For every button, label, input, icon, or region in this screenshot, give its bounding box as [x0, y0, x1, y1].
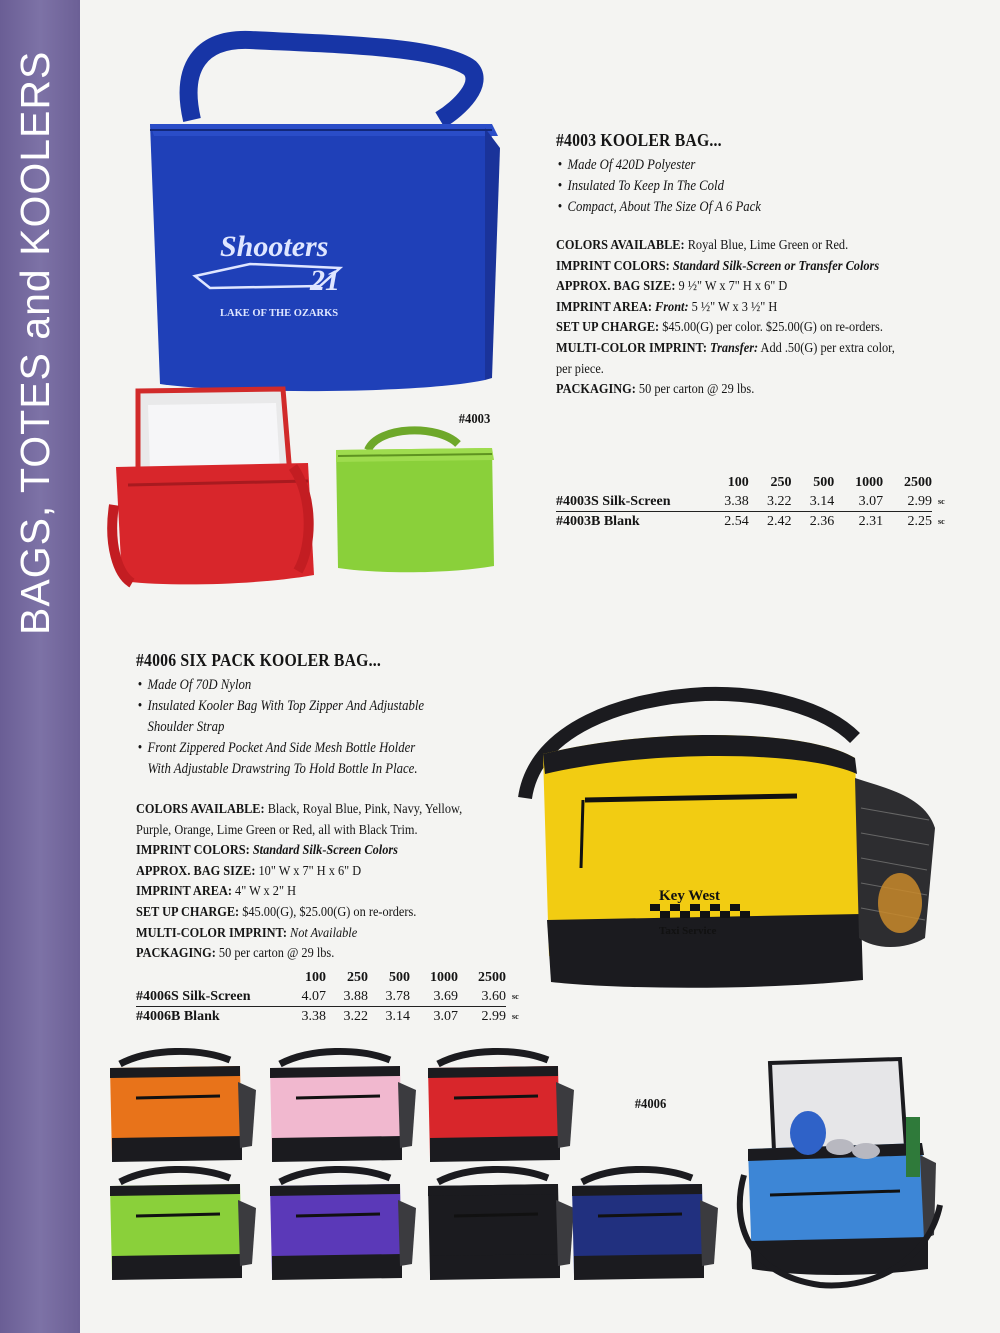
price-header-row — [556, 473, 946, 492]
table-row — [556, 512, 946, 532]
price-code: sc — [512, 1011, 519, 1021]
bag-logo-line2: 21 — [310, 264, 340, 297]
sidebar-band — [0, 0, 80, 1333]
spec-colors: COLORS AVAILABLE: Royal Blue, Lime Green or Red. — [556, 238, 849, 253]
spec-bag-size: APPROX. BAG SIZE: 9 ½" W x 7" H x 6" D — [556, 279, 788, 295]
price-cell: 2.25 — [907, 513, 932, 529]
qty-header: 2500 — [478, 969, 506, 985]
price-cell: 2.54 — [724, 513, 749, 529]
spec-colors-cont: Purple, Orange, Lime Green or Red, all with Black Trim. — [136, 822, 418, 838]
feature-item: • Made Of 70D Nylon — [136, 675, 431, 696]
bag-logo-line2: Taxi Service — [659, 925, 717, 937]
spec-imprint-colors: IMPRINT COLORS: Standard Silk-Screen Colors — [136, 843, 398, 859]
product-title-4003: #4003 KOOLER BAG... — [556, 130, 722, 150]
spec-list-4003 — [556, 236, 976, 401]
kooler-bag-4003-red-image — [108, 385, 323, 595]
kooler-bag-4003-royal-blue-image — [140, 28, 505, 403]
feature-item: • Insulated To Keep In The Cold — [556, 176, 926, 197]
price-row-name: #4003S Silk-Screen — [556, 492, 706, 512]
price-cell: 3.60 — [458, 987, 506, 1007]
feature-item: • Insulated Kooler Bag With Top Zipper And Adjustable Shoulder Strap — [136, 696, 431, 738]
feature-list-4003 — [556, 155, 976, 218]
product-4006-details — [136, 650, 516, 965]
table-row — [556, 492, 946, 512]
table-row — [136, 1007, 520, 1027]
spec-packaging: PACKAGING: 50 per carton @ 29 lbs. — [136, 946, 335, 962]
price-cell: 3.14 — [385, 1008, 410, 1024]
item-code-4003: #4003 — [458, 412, 491, 427]
price-cell: 4.07 — [284, 987, 326, 1007]
bag-variant-lime — [110, 1169, 256, 1280]
price-row-name: #4006S Silk-Screen — [136, 987, 284, 1007]
spec-setup-charge: SET UP CHARGE: $45.00(G) per color. $25.00(G) on re-orders. — [556, 320, 883, 336]
bag-variant-orange — [110, 1051, 256, 1162]
product-4003-details — [556, 130, 976, 401]
bag-logo-line1: Shooters — [220, 230, 329, 263]
bag-variant-pink — [270, 1051, 416, 1162]
price-cell: 3.38 — [706, 492, 749, 512]
price-code: sc — [938, 516, 945, 526]
feature-list-4006 — [136, 675, 471, 780]
price-code: sc — [512, 992, 519, 1002]
qty-header: 1000 — [430, 969, 458, 985]
qty-header: 2500 — [904, 474, 932, 490]
spec-imprint-area: IMPRINT AREA: 4" W x 2" H — [136, 884, 296, 900]
bag-logo-line3: LAKE OF THE OZARKS — [220, 308, 339, 319]
item-code-4006: #4006 — [634, 1097, 667, 1112]
kooler-bag-4003-lime-image — [328, 420, 500, 575]
price-cell: 3.38 — [301, 1008, 326, 1024]
spec-colors: COLORS AVAILABLE: Black, Royal Blue, Pink, Navy, Yellow, — [136, 802, 463, 817]
price-code: sc — [938, 497, 945, 507]
price-cell: 2.31 — [858, 513, 884, 529]
kooler-bag-variants-image — [100, 1040, 730, 1290]
price-cell: 3.07 — [834, 492, 883, 512]
spec-setup-charge: SET UP CHARGE: $45.00(G), $25.00(G) on re-orders. — [136, 904, 417, 920]
table-row — [136, 987, 520, 1007]
spec-imprint-colors: IMPRINT COLORS: Standard Silk-Screen or Transfer Colors — [556, 258, 880, 274]
price-row-name: #4006B Blank — [136, 1008, 220, 1024]
price-cell: 3.22 — [749, 492, 792, 512]
product-title-4006: #4006 SIX PACK KOOLER BAG... — [136, 650, 381, 670]
feature-item: • Made Of 420D Polyester — [556, 155, 926, 176]
qty-header: 100 — [727, 474, 749, 490]
kooler-bag-4006-yellow-image — [505, 688, 955, 990]
bag-variant-red — [428, 1051, 574, 1162]
qty-header: 250 — [770, 474, 792, 490]
price-cell: 2.99 — [883, 492, 932, 512]
qty-header: 100 — [305, 969, 326, 985]
price-cell: 3.07 — [433, 1008, 458, 1024]
bag-variant-purple — [270, 1169, 416, 1280]
bag-variant-navy — [572, 1169, 718, 1280]
bag-logo-line1: Key West — [659, 888, 720, 904]
price-header-row — [136, 968, 520, 987]
spec-bag-size: APPROX. BAG SIZE: 10" W x 7" H x 6" D — [136, 863, 362, 879]
price-cell: 3.88 — [326, 987, 368, 1007]
feature-item: • Front Zippered Pocket And Side Mesh Bottle Holder With Adjustable Drawstring To Hold Bottle In Place. — [136, 738, 431, 780]
feature-item: • Compact, About The Size Of A 6 Pack — [556, 197, 926, 218]
spec-packaging: PACKAGING: 50 per carton @ 29 lbs. — [556, 382, 755, 398]
qty-header: 500 — [813, 474, 835, 490]
spec-multi-color: MULTI-COLOR IMPRINT: Transfer: Add .50(G) per extra color, — [556, 340, 895, 356]
section-title: BAGS, TOTES and KOOLERS — [12, 50, 58, 635]
price-cell: 3.78 — [368, 987, 410, 1007]
price-table-4006 — [136, 968, 520, 1026]
price-cell: 2.42 — [767, 513, 792, 529]
bag-variant-black — [428, 1169, 574, 1280]
qty-header: 500 — [389, 969, 410, 985]
spec-imprint-area: IMPRINT AREA: Front: 5 ½" W x 3 ½" H — [556, 299, 778, 315]
price-cell: 3.69 — [410, 987, 458, 1007]
spec-multi-color: MULTI-COLOR IMPRINT: Not Available — [136, 925, 358, 941]
qty-header: 1000 — [855, 474, 884, 490]
price-cell: 2.36 — [809, 513, 835, 529]
price-cell: 3.22 — [343, 1008, 368, 1024]
kooler-bag-4006-open-blue-image — [730, 1055, 955, 1290]
qty-header: 250 — [347, 969, 368, 985]
price-row-name: #4003B Blank — [556, 513, 640, 529]
spec-multi-color-cont: per piece. — [556, 361, 604, 377]
price-table-4003 — [556, 473, 946, 531]
price-cell: 3.14 — [792, 492, 835, 512]
price-cell: 2.99 — [481, 1008, 506, 1024]
spec-list-4006 — [136, 800, 516, 965]
